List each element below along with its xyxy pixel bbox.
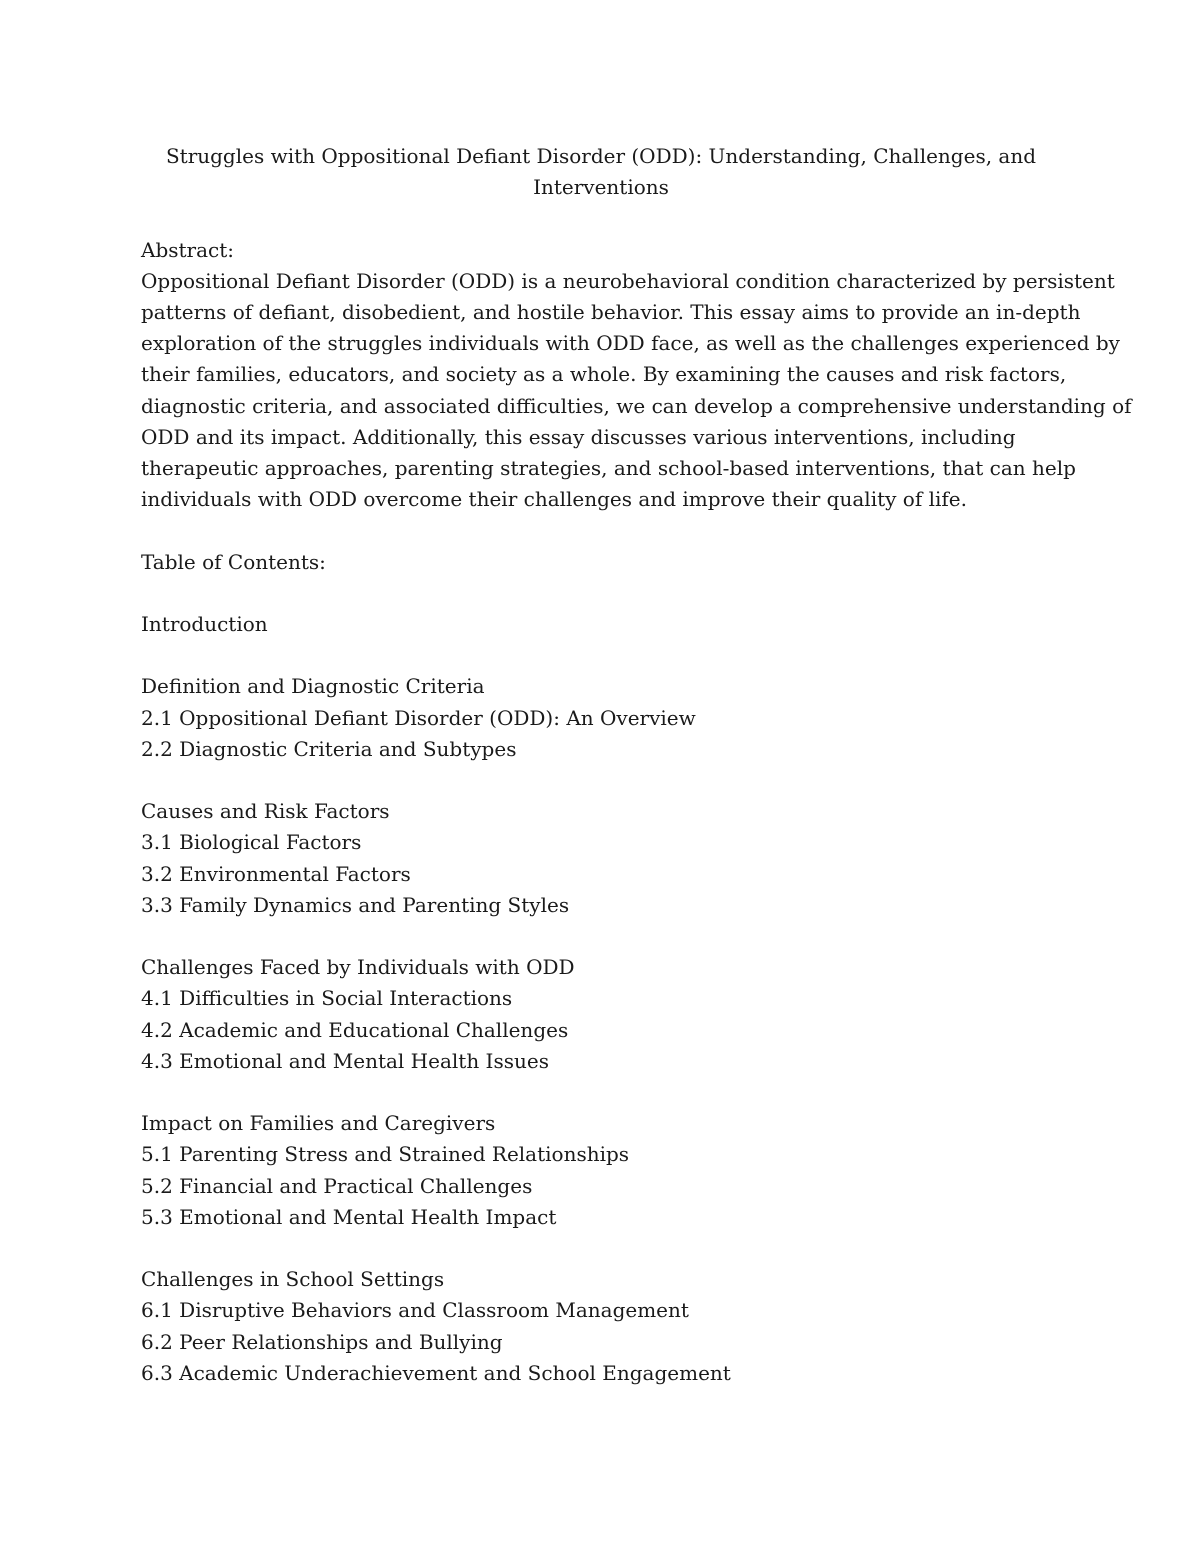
toc-section-heading: Challenges in School Settings <box>141 1267 445 1292</box>
toc-item: 2.2 Diagnostic Criteria and Subtypes <box>141 736 517 761</box>
toc-item: 6.3 Academic Underachievement and School Engagement <box>141 1360 731 1385</box>
toc-item: 6.1 Disruptive Behaviors and Classroom Management <box>141 1298 689 1323</box>
title-line-2: Interventions <box>533 175 669 200</box>
toc-section-heading: Definition and Diagnostic Criteria <box>141 674 485 699</box>
toc-item: 3.1 Biological Factors <box>141 830 362 855</box>
toc-section-causes <box>141 796 1061 921</box>
toc-section-heading: Introduction <box>141 612 268 636</box>
toc-section-heading: Challenges Faced by Individuals with ODD <box>141 955 575 980</box>
abstract-body <box>141 266 1132 516</box>
toc-item: 3.2 Environmental Factors <box>141 861 411 886</box>
toc-item: 4.3 Emotional and Mental Health Issues <box>141 1048 549 1073</box>
abstract-line: individuals with ODD overcome their challenges and improve their quality of life. <box>141 487 967 512</box>
toc-section-heading: Impact on Families and Caregivers <box>141 1111 496 1136</box>
toc-section-heading: Causes and Risk Factors <box>141 799 390 824</box>
toc-section-introduction <box>141 609 1061 640</box>
toc-item: 5.2 Financial and Practical Challenges <box>141 1173 533 1198</box>
abstract-line: patterns of defiant, disobedient, and hostile behavior. This essay aims to provide an in-depth <box>141 300 1081 324</box>
toc-section-challenges-individuals <box>141 952 1061 1077</box>
abstract-line: diagnostic criteria, and associated difficulties, we can develop a comprehensive understanding of <box>141 393 1132 418</box>
toc-item: 6.2 Peer Relationships and Bullying <box>141 1329 503 1354</box>
abstract-line: Oppositional Defiant Disorder (ODD) is a neurobehavioral condition characterized by persistent <box>141 268 1115 293</box>
abstract-label: Abstract: <box>141 237 235 262</box>
toc-item: 2.1 Oppositional Defiant Disorder (ODD): An Overview <box>141 705 696 730</box>
abstract-line: therapeutic approaches, parenting strategies, and school-based interventions, that can help <box>141 456 1076 481</box>
toc-section-school-settings <box>141 1264 1061 1389</box>
toc-section-impact-families <box>141 1108 1061 1233</box>
title-line-1: Struggles with Oppositional Defiant Disorder (ODD): Understanding, Challenges, and <box>165 144 1037 168</box>
toc-item: 5.3 Emotional and Mental Health Impact <box>141 1204 557 1229</box>
toc-item: 4.2 Academic and Educational Challenges <box>141 1017 569 1042</box>
abstract-line: ODD and its impact. Additionally, this essay discusses various interventions, including <box>141 424 1016 449</box>
document-title <box>141 141 1061 203</box>
document-content <box>141 141 1132 1389</box>
toc-label: Table of Contents: <box>141 549 326 574</box>
toc-item: 4.1 Difficulties in Social Interactions <box>141 986 513 1011</box>
toc-section-definition <box>141 671 1061 765</box>
abstract-line: their families, educators, and society as a whole. By examining the causes and risk factors, <box>141 362 1067 387</box>
toc-item: 5.1 Parenting Stress and Strained Relationships <box>141 1142 630 1167</box>
abstract-line: exploration of the struggles individuals with ODD face, as well as the challenges experienced by <box>141 331 1120 356</box>
toc-item: 3.3 Family Dynamics and Parenting Styles <box>141 892 570 917</box>
